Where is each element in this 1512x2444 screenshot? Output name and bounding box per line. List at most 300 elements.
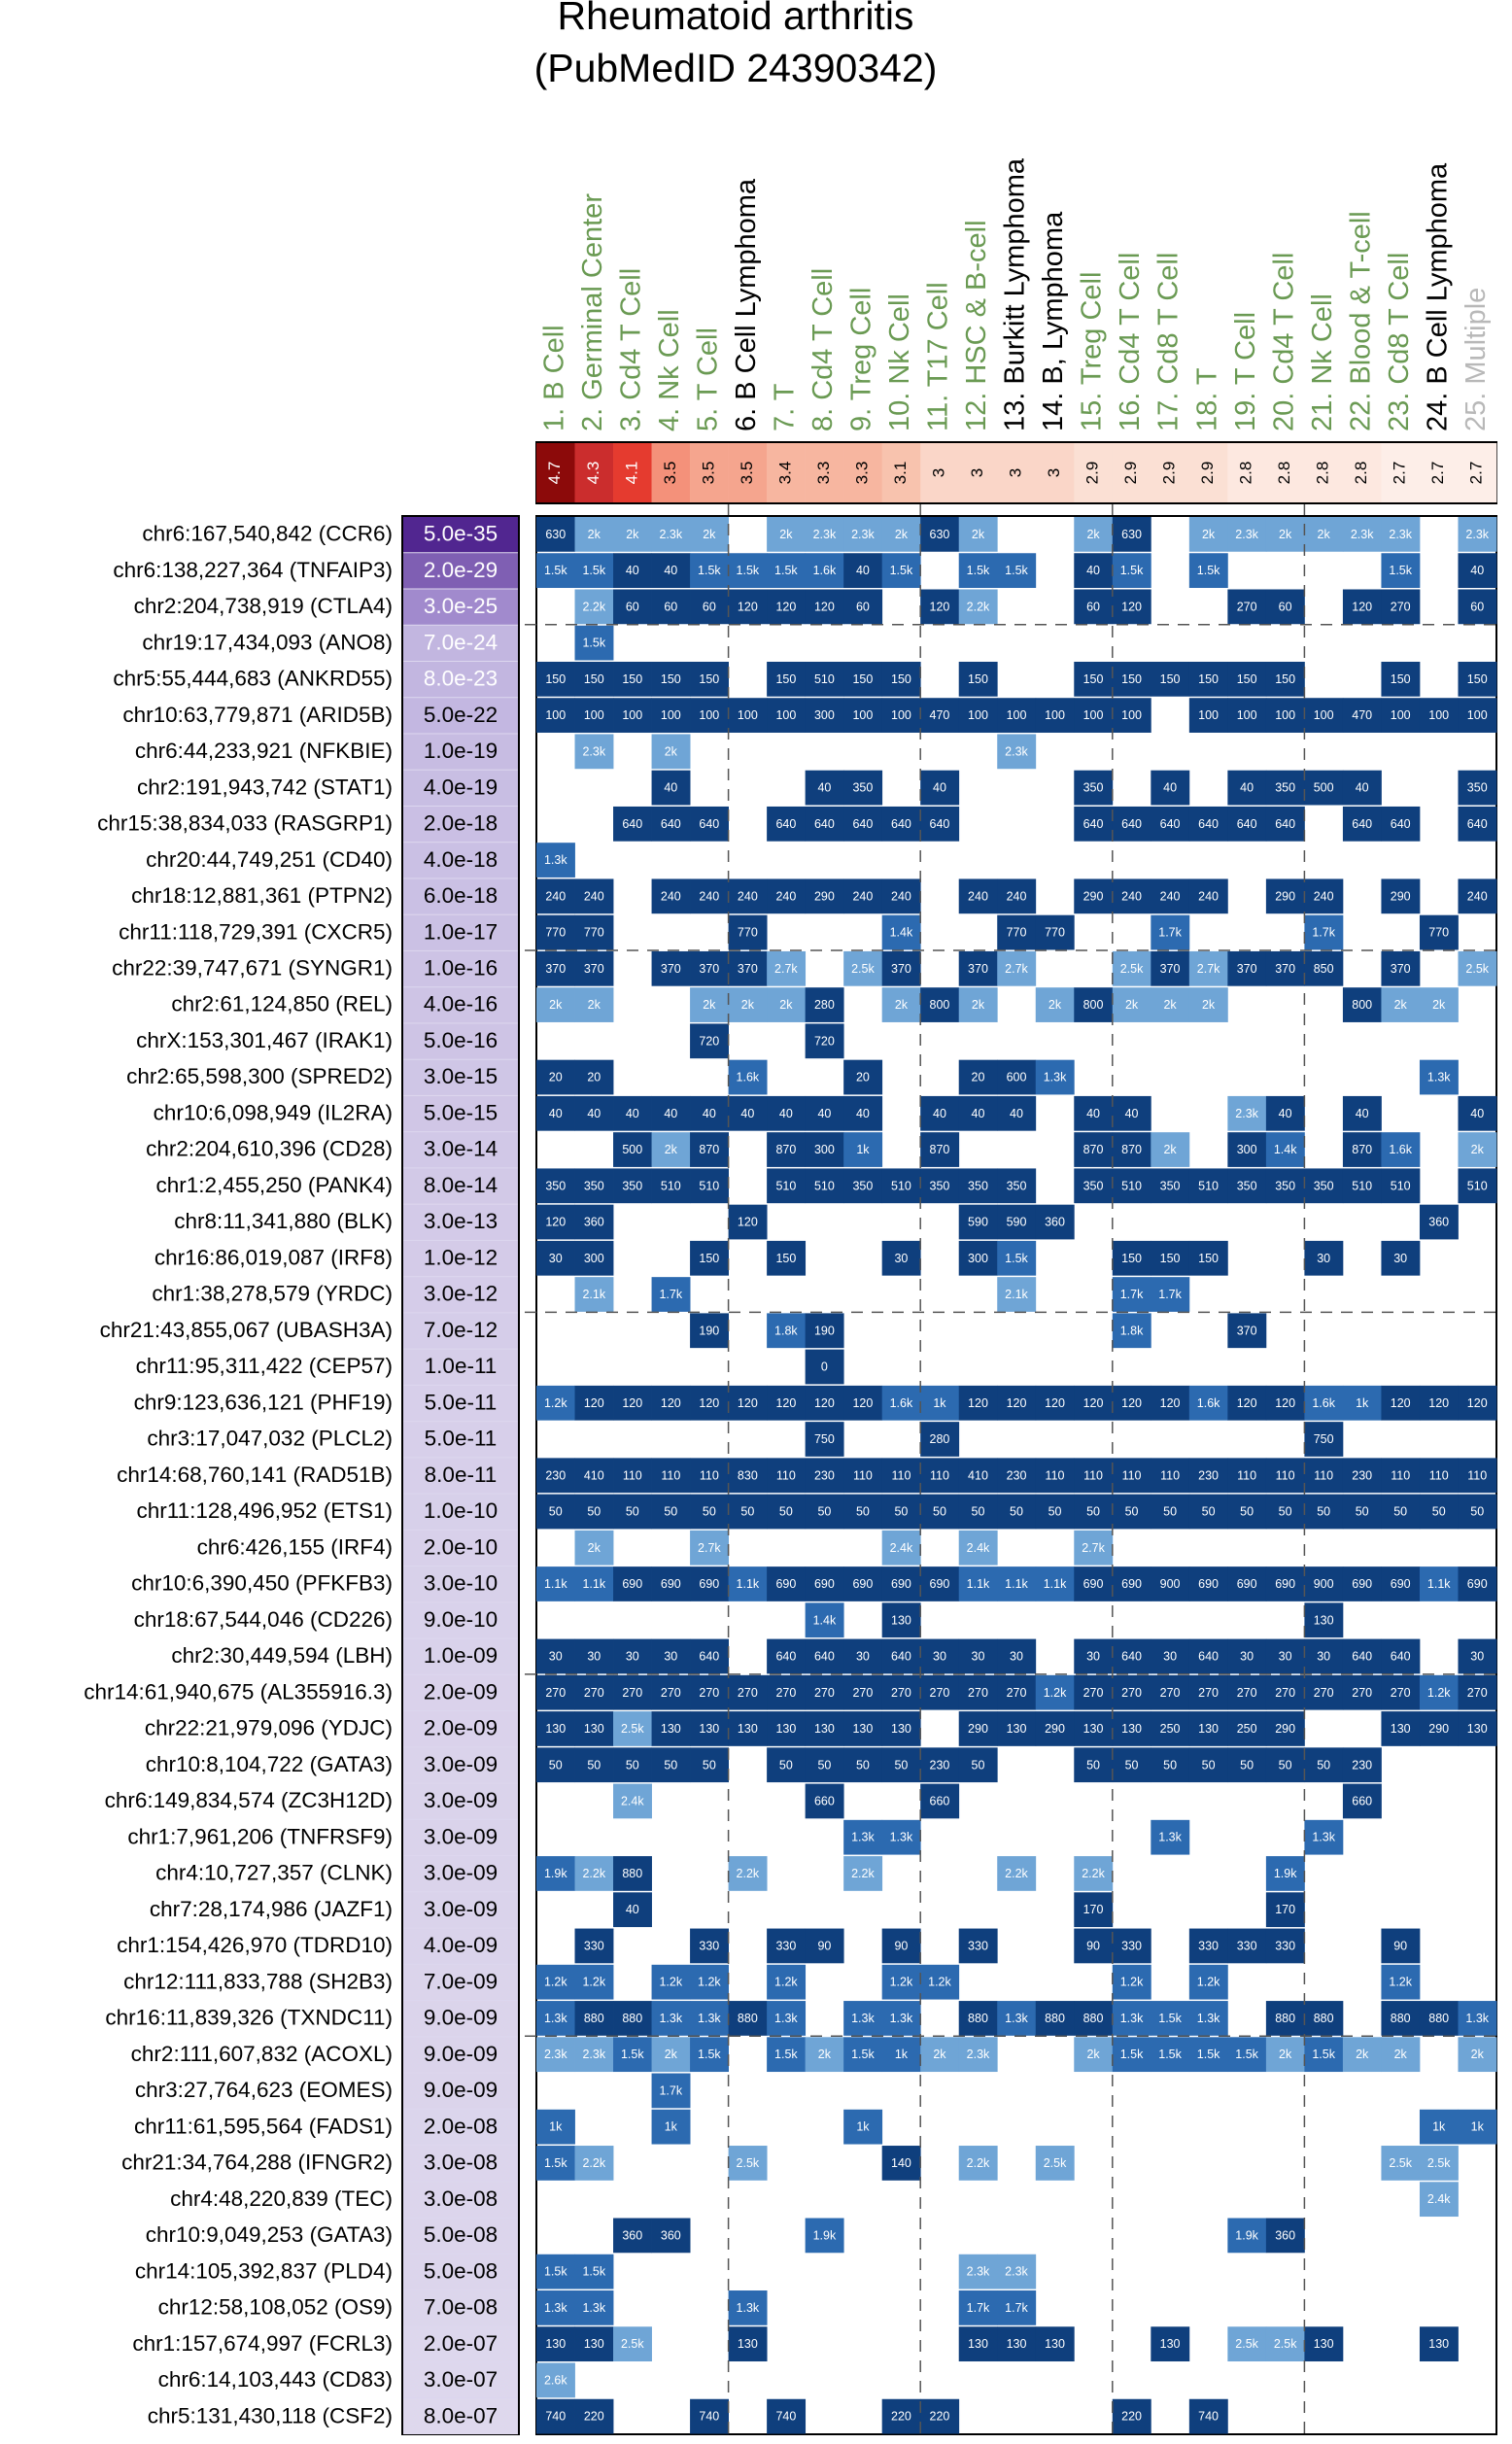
- heatmap-cell-label: 50: [1163, 1504, 1178, 1519]
- heatmap-cell-label: 40: [971, 1106, 985, 1120]
- pvalue-label: 4.0e-19: [423, 775, 498, 800]
- heatmap-cell-label: 2.7k: [698, 1540, 721, 1555]
- heatmap-cell-label: 150: [1198, 1251, 1220, 1265]
- heatmap-cell-label: 110: [1083, 1468, 1104, 1483]
- heatmap-cell-label: 120: [968, 1395, 988, 1410]
- heatmap-cell-label: 510: [1352, 1179, 1373, 1193]
- heatmap-cell-label: 110: [891, 1468, 911, 1483]
- heatmap-cell-label: 640: [775, 1649, 797, 1664]
- heatmap-cell-label: 2.7k: [1196, 961, 1220, 976]
- heatmap-cell-label: 1.3k: [659, 2011, 683, 2025]
- heatmap-cell-label: 2.4k: [620, 1794, 644, 1808]
- pvalue-label: 2.0e-09: [423, 1715, 498, 1740]
- heatmap-cell-label: 50: [778, 1758, 793, 1773]
- heatmap-cell-label: 270: [1236, 600, 1257, 614]
- heatmap-cell-label: 2.1k: [1005, 1288, 1028, 1302]
- heatmap-cell-label: 2k: [1048, 998, 1062, 1013]
- heatmap-cell-label: 190: [699, 1324, 720, 1338]
- heatmap-cell-label: 1.1k: [1005, 1577, 1028, 1592]
- row-label: chr11:118,729,391 (CXCR5): [119, 919, 393, 945]
- heatmap-cell-label: 120: [660, 1395, 681, 1410]
- row-label: chr18:67,544,046 (CD226): [133, 1606, 393, 1632]
- heatmap-cell-label: 100: [1466, 708, 1488, 723]
- heatmap-cell-label: 60: [1278, 600, 1292, 614]
- heatmap-cell-label: 1.5k: [698, 2048, 721, 2062]
- heatmap-cell-label: 150: [622, 671, 643, 686]
- heatmap-cell-label: 130: [1121, 1722, 1142, 1737]
- row-label: chr20:44,749,251 (CD40): [146, 846, 393, 872]
- pvalue-label: 1.0e-10: [423, 1498, 498, 1524]
- heatmap-cell-label: 110: [775, 1468, 796, 1483]
- heatmap-cell-label: 1.6k: [1312, 1395, 1335, 1410]
- heatmap-cell-label: 1.4k: [1273, 1143, 1297, 1157]
- heatmap-cell-label: 2k: [549, 998, 563, 1013]
- heatmap-cell-label: 40: [1086, 1106, 1100, 1120]
- row-label: chr6:167,540,842 (CCR6): [142, 521, 393, 546]
- heatmap-cell-label: 330: [1198, 1939, 1220, 1953]
- heatmap-cell-label: 2.2k: [966, 2155, 990, 2170]
- heatmap-cell-label: 50: [1431, 1504, 1446, 1519]
- heatmap-cell-label: 120: [813, 600, 835, 614]
- heatmap-cell-label: 370: [1159, 961, 1181, 976]
- heatmap-cell-label: 1.8k: [1119, 1324, 1144, 1338]
- row-label: chr2:61,124,850 (REL): [171, 991, 393, 1016]
- heatmap-cell-label: 2.3k: [966, 2048, 990, 2062]
- row-label: chr15:38,834,033 (RASGRP1): [97, 810, 393, 836]
- heatmap-cell-label: 170: [1082, 1903, 1104, 1917]
- heatmap-cell-label: 2.3k: [543, 2048, 567, 2062]
- heatmap-cell-label: 1.3k: [1196, 2011, 1220, 2025]
- heatmap-cell-label: 50: [587, 1758, 601, 1773]
- pvalue-label: 2.0e-10: [423, 1534, 498, 1560]
- column-labels: [538, 157, 1491, 431]
- heatmap-cell-label: 1.5k: [1196, 564, 1220, 578]
- heatmap-cell-label: 1.3k: [1465, 2011, 1490, 2025]
- heatmap-cell-label: 690: [891, 1577, 911, 1592]
- pvalue-label: 3.0e-12: [423, 1281, 498, 1306]
- heatmap-cell-label: 1.1k: [736, 1577, 760, 1592]
- pvalue-label: 5.0e-11: [424, 1390, 498, 1415]
- row-label: chr2:65,598,300 (SPRED2): [126, 1064, 393, 1089]
- heatmap-cell-label: 40: [1355, 780, 1369, 795]
- heatmap-cell-label: 30: [933, 1649, 946, 1664]
- heatmap-cell-label: 330: [775, 1939, 797, 1953]
- heatmap-cell-label: 50: [1201, 1758, 1216, 1773]
- heatmap-cell-label: 40: [855, 564, 870, 578]
- column-label: 12. HSC & B-cell: [961, 220, 993, 431]
- heatmap-cell-label: 1.5k: [1158, 2048, 1182, 2062]
- heatmap-cell-label: 2k: [740, 998, 754, 1013]
- enrichment-label: 2.8: [1275, 461, 1294, 485]
- pvalue-label: 8.0e-23: [423, 666, 498, 691]
- heatmap-cell-label: 50: [855, 1504, 870, 1519]
- heatmap-cell-label: 150: [1236, 671, 1257, 686]
- heatmap-cell-label: 2k: [587, 527, 601, 541]
- heatmap-cell-label: 110: [1275, 1468, 1295, 1483]
- heatmap-cell-label: 2.3k: [1005, 744, 1028, 759]
- heatmap-cell-label: 2.2k: [582, 600, 606, 614]
- row-label: chr4:10,727,357 (CLNK): [155, 1860, 393, 1885]
- heatmap-cell-label: 2.4k: [889, 1540, 913, 1555]
- enrichment-label: 2.9: [1198, 461, 1218, 485]
- heatmap-cell-label: 230: [929, 1758, 950, 1773]
- heatmap-cell-label: 50: [1278, 1758, 1292, 1773]
- heatmap-cell-label: 1.5k: [1196, 2048, 1220, 2062]
- heatmap-cell-label: 510: [891, 1179, 911, 1193]
- pvalue-label: 3.0e-14: [423, 1136, 498, 1161]
- heatmap-cell-label: 100: [775, 708, 797, 723]
- heatmap-cell-label: 120: [1428, 1395, 1450, 1410]
- pvalue-label: 5.0e-08: [423, 2222, 498, 2248]
- heatmap-cell-label: 150: [891, 671, 911, 686]
- row-label: chr10:9,049,253 (GATA3): [145, 2222, 393, 2248]
- pvalue-label: 1.0e-12: [423, 1245, 498, 1270]
- pvalue-label: 1.0e-17: [423, 919, 498, 945]
- heatmap-cell-label: 690: [1198, 1577, 1220, 1592]
- heatmap-cell-label: 740: [1198, 2409, 1220, 2424]
- heatmap-cell-label: 2.7k: [1082, 1540, 1105, 1555]
- heatmap-cell-label: 1.6k: [889, 1395, 913, 1410]
- heatmap-cell-label: 240: [1198, 889, 1220, 904]
- heatmap-cell-label: 290: [1082, 889, 1104, 904]
- heatmap-cell-label: 470: [929, 708, 950, 723]
- heatmap-cell-label: 2.2k: [1005, 1866, 1028, 1880]
- heatmap-cell-label: 2.2k: [1082, 1866, 1105, 1880]
- heatmap-cell-label: 170: [1275, 1903, 1296, 1917]
- heatmap-cell-label: 2k: [664, 2048, 677, 2062]
- heatmap-cell-label: 750: [813, 1432, 835, 1447]
- pvalue-label: 5.0e-15: [423, 1100, 498, 1125]
- heatmap-cell-label: 120: [1275, 1395, 1296, 1410]
- heatmap-cell-label: 240: [583, 889, 604, 904]
- enrichment-label: 2.9: [1121, 461, 1141, 485]
- heatmap-cell-label: 370: [968, 961, 988, 976]
- column-label: 14. B, Lymphoma: [1038, 211, 1070, 431]
- row-label: chr1:157,674,997 (FCRL3): [132, 2330, 393, 2356]
- column-label: 3. Cd4 T Cell: [615, 267, 647, 431]
- heatmap-cell-label: 2.7k: [774, 961, 798, 976]
- row-label: chr2:204,610,396 (CD28): [146, 1136, 393, 1161]
- heatmap-cell-label: 40: [855, 1106, 870, 1120]
- heatmap-cell-label: 130: [852, 1722, 874, 1737]
- enrichment-label: 2.9: [1159, 461, 1179, 485]
- heatmap-cell-label: 330: [1121, 1939, 1142, 1953]
- heatmap-cell-label: 40: [625, 1903, 639, 1917]
- heatmap-cell-label: 630: [929, 527, 950, 541]
- heatmap-cell-label: 770: [737, 925, 758, 940]
- heatmap-cell-label: 130: [1198, 1722, 1220, 1737]
- enrichment-label: 3: [1006, 467, 1025, 478]
- heatmap-cell-label: 270: [660, 1685, 681, 1700]
- heatmap-cell-label: 50: [1393, 1504, 1408, 1519]
- heatmap-cell-label: 800: [1352, 998, 1373, 1013]
- heatmap-cell-label: 40: [933, 1106, 946, 1120]
- heatmap-cell-label: 240: [1466, 889, 1488, 904]
- heatmap-cell-label: 120: [583, 1395, 604, 1410]
- pvalue-label: 2.0e-18: [423, 810, 498, 836]
- heatmap-cell-label: 50: [1086, 1758, 1100, 1773]
- heatmap-cell-label: 1.7k: [1312, 925, 1335, 940]
- heatmap-cell-label: 100: [968, 708, 988, 723]
- row-label: chr1:154,426,970 (TDRD10): [117, 1933, 393, 1958]
- heatmap-cell-label: 1.5k: [1005, 564, 1028, 578]
- heatmap-cell-label: 40: [817, 1106, 832, 1120]
- heatmap-cell-label: 270: [1159, 1685, 1181, 1700]
- heatmap-cell-label: 2k: [1279, 2048, 1292, 2062]
- heatmap-cell-label: 150: [1159, 1251, 1181, 1265]
- heatmap-cell-label: 410: [583, 1468, 604, 1483]
- heatmap-cell-label: 120: [737, 1395, 758, 1410]
- heatmap-cell-label: 2.3k: [1235, 1106, 1258, 1120]
- heatmap-cell-label: 150: [1121, 1251, 1142, 1265]
- row-label: chr9:123,636,121 (PHF19): [133, 1390, 393, 1415]
- heatmap-cell-label: 1.3k: [889, 1830, 913, 1844]
- heatmap-cell-label: 880: [737, 2011, 758, 2025]
- heatmap-cell-label: 1.2k: [1389, 1975, 1413, 1989]
- heatmap-cell-label: 240: [545, 889, 567, 904]
- heatmap-cell-label: 100: [1121, 708, 1142, 723]
- heatmap-cell-label: 800: [1082, 998, 1104, 1013]
- pvalue-label: 2.0e-09: [423, 1679, 498, 1704]
- heatmap-cell-label: 30: [1010, 1649, 1023, 1664]
- heatmap-cell-label: 1.3k: [1426, 1070, 1451, 1084]
- heatmap-cell-label: 1k: [1356, 1395, 1369, 1410]
- heatmap-cell-label: 270: [1390, 1685, 1411, 1700]
- heatmap-cell-label: 100: [737, 708, 758, 723]
- heatmap-cell-label: 20: [548, 1070, 563, 1084]
- heatmap-cell-label: 350: [1313, 1179, 1334, 1193]
- column-label: 1. B Cell: [538, 325, 570, 431]
- pvalue-label: 5.0e-11: [424, 1426, 498, 1451]
- heatmap-cell-label: 2k: [587, 998, 601, 1013]
- heatmap-cell-label: 770: [1045, 925, 1065, 940]
- heatmap-cell-label: 270: [1082, 1685, 1104, 1700]
- heatmap-cell-label: 2k: [626, 527, 639, 541]
- heatmap-cell-label: 120: [775, 600, 797, 614]
- heatmap-cell-label: 40: [1010, 1106, 1023, 1120]
- heatmap-cell-label: 270: [1236, 1685, 1257, 1700]
- heatmap-cell-label: 120: [737, 600, 758, 614]
- heatmap-cell-label: 640: [813, 1649, 835, 1664]
- heatmap-cell-label: 100: [545, 708, 567, 723]
- heatmap-cell-label: 100: [1275, 708, 1296, 723]
- heatmap-cell-label: 690: [660, 1577, 681, 1592]
- heatmap-cell-label: 270: [1313, 1685, 1334, 1700]
- heatmap-cell-label: 50: [894, 1758, 909, 1773]
- row-label: chr5:55,444,683 (ANKRD55): [113, 666, 393, 691]
- heatmap-cell-label: 30: [1317, 1649, 1331, 1664]
- heatmap-cell-label: 50: [933, 1504, 946, 1519]
- pvalue-label: 3.0e-15: [423, 1064, 498, 1089]
- heatmap-cell-label: 1.2k: [774, 1975, 798, 1989]
- heatmap-cell-label: 90: [894, 1939, 909, 1953]
- heatmap-cell-label: 510: [1466, 1179, 1488, 1193]
- heatmap-cell-label: 770: [1428, 925, 1450, 940]
- heatmap-cell-label: 110: [852, 1468, 873, 1483]
- row-label: chr14:105,392,837 (PLD4): [134, 2258, 393, 2284]
- heatmap-cell-label: 690: [699, 1577, 720, 1592]
- heatmap-cell-label: 2k: [1124, 998, 1139, 1013]
- heatmap-cell-label: 270: [813, 1685, 835, 1700]
- heatmap-cell-label: 50: [625, 1758, 639, 1773]
- heatmap-cell-label: 660: [929, 1794, 950, 1808]
- heatmap-cell-label: 130: [1428, 2337, 1450, 2352]
- heatmap-cell-label: 2k: [971, 527, 985, 541]
- heatmap-cell-label: 270: [737, 1685, 758, 1700]
- heatmap-cell-label: 50: [1201, 1504, 1216, 1519]
- row-label: chr2:111,607,832 (ACOXL): [130, 2041, 393, 2066]
- row-label: chr11:61,595,564 (FADS1): [134, 2114, 393, 2139]
- enrichment-label: 2.8: [1352, 461, 1371, 485]
- heatmap-cell-label: 1.3k: [1043, 1070, 1067, 1084]
- heatmap-cell-label: 720: [699, 1034, 720, 1049]
- heatmap-cell-label: 120: [1390, 1395, 1411, 1410]
- pvalue-label: 4.0e-18: [423, 846, 498, 872]
- row-label: chr19:17,434,093 (ANO8): [142, 630, 393, 655]
- heatmap-cell-label: 770: [545, 925, 567, 940]
- heatmap-cell-label: 640: [1390, 816, 1411, 831]
- heatmap-cell-label: 120: [1006, 1395, 1027, 1410]
- heatmap-cell-label: 230: [813, 1468, 835, 1483]
- heatmap-cell-label: 150: [583, 671, 604, 686]
- heatmap-cell-label: 640: [660, 816, 681, 831]
- heatmap-cell-label: 290: [1390, 889, 1411, 904]
- pvalue-label: 9.0e-09: [423, 2041, 498, 2066]
- heatmap-cell-label: 2k: [1356, 2048, 1369, 2062]
- column-label: 11. T17 Cell: [922, 282, 954, 431]
- column-label: 4. Nk Cell: [653, 309, 685, 431]
- heatmap-cell-label: 870: [929, 1143, 950, 1157]
- heatmap-cell-label: 240: [1313, 889, 1334, 904]
- heatmap-cell-label: 100: [1428, 708, 1450, 723]
- heatmap-cell-label: 100: [622, 708, 643, 723]
- heatmap-cell-label: 370: [1236, 961, 1257, 976]
- heatmap-cell-label: 510: [775, 1179, 797, 1193]
- heatmap-cell-label: 2k: [971, 998, 985, 1013]
- heatmap-cell-label: 110: [1314, 1468, 1334, 1483]
- heatmap-cell-label: 1.2k: [928, 1975, 951, 1989]
- heatmap-cell-label: 2k: [1163, 1143, 1177, 1157]
- column-label: 21. Nk Cell: [1306, 293, 1338, 431]
- column-label: 8. Cd4 T Cell: [808, 267, 840, 431]
- heatmap-cell-label: 130: [775, 1722, 797, 1737]
- heatmap-cell-label: 30: [1317, 1251, 1331, 1265]
- heatmap-cell-label: 50: [1086, 1504, 1100, 1519]
- heatmap-cell-label: 640: [813, 816, 835, 831]
- heatmap-cell-label: 2.3k: [966, 2264, 990, 2279]
- heatmap-cell-label: 150: [775, 1251, 797, 1265]
- heatmap-cell-label: 230: [1352, 1758, 1373, 1773]
- heatmap-cell-label: 1.5k: [1119, 564, 1144, 578]
- heatmap-cell-label: 280: [929, 1432, 950, 1447]
- heatmap-cell-label: 2.3k: [851, 527, 875, 541]
- row-label: chr2:204,738,919 (CTLA4): [133, 594, 393, 619]
- heatmap-cell-label: 2.5k: [620, 1722, 644, 1737]
- heatmap-cell-label: 330: [1236, 1939, 1257, 1953]
- heatmap-cell-label: 270: [1198, 1685, 1220, 1700]
- heatmap-cell-label: 640: [1082, 816, 1104, 831]
- heatmap-cell-label: 1.6k: [1196, 1395, 1220, 1410]
- heatmap-cell-label: 750: [1313, 1432, 1334, 1447]
- heatmap-cell-label: 370: [891, 961, 911, 976]
- heatmap-cell-label: 500: [622, 1143, 643, 1157]
- heatmap-cell-label: 50: [1278, 1504, 1292, 1519]
- heatmap-cell-label: 2.5k: [620, 2337, 644, 2352]
- heatmap-cell-label: 150: [1082, 671, 1104, 686]
- heatmap-cell-label: 150: [699, 1251, 720, 1265]
- heatmap-cell-label: 1k: [664, 2119, 677, 2134]
- heatmap-cell-label: 2k: [1163, 998, 1177, 1013]
- heatmap-cell-label: 510: [813, 671, 835, 686]
- enrichment-label: 2.8: [1313, 461, 1332, 485]
- pvalue-label: 4.0e-09: [423, 1933, 498, 1958]
- heatmap-cell-label: 30: [1086, 1649, 1100, 1664]
- pvalue-label: 4.0e-16: [423, 991, 498, 1016]
- heatmap-cell-label: 150: [699, 671, 720, 686]
- heatmap-cell-label: 40: [1086, 564, 1100, 578]
- pvalue-label: 2.0e-08: [423, 2114, 498, 2139]
- heatmap-cell-label: 2k: [817, 2048, 832, 2062]
- heatmap-cell-label: 50: [778, 1504, 793, 1519]
- heatmap-cell-label: 350: [1082, 780, 1104, 795]
- heatmap-cell-label: 270: [583, 1685, 604, 1700]
- heatmap-cell-label: 130: [1006, 1722, 1027, 1737]
- heatmap-cell-label: 690: [1352, 1577, 1373, 1592]
- heatmap-cell-label: 1.3k: [736, 2300, 760, 2315]
- heatmap-cell-label: 2k: [664, 744, 677, 759]
- pvalue-label: 3.0e-09: [423, 1788, 498, 1813]
- heatmap-cell-label: 130: [1159, 2337, 1181, 2352]
- heatmap-cell-label: 2k: [1393, 998, 1407, 1013]
- heatmap-cell-label: 2k: [894, 527, 909, 541]
- row-label: chr1:38,278,579 (YRDC): [152, 1281, 393, 1306]
- heatmap-cell-label: 1.6k: [812, 564, 837, 578]
- heatmap-cell-label: 50: [548, 1504, 563, 1519]
- heatmap-cell-label: 510: [699, 1179, 720, 1193]
- row-label: chr16:11,839,326 (TXNDC11): [105, 2005, 393, 2030]
- heatmap-cell-label: 40: [625, 1106, 639, 1120]
- heatmap-cell-label: 240: [660, 889, 681, 904]
- heatmap-cell-label: 240: [1159, 889, 1181, 904]
- heatmap-cell-label: 880: [1082, 2011, 1104, 2025]
- heatmap-cell-label: 100: [1006, 708, 1027, 723]
- heatmap-cell-label: 40: [587, 1106, 601, 1120]
- heatmap-cell-label: 110: [1428, 1468, 1449, 1483]
- heatmap-cell-label: 2.7k: [1005, 961, 1028, 976]
- heatmap-cell-label: 60: [1470, 600, 1485, 614]
- heatmap-cell-label: 290: [1275, 889, 1296, 904]
- heatmap-cell-label: 270: [1121, 1685, 1142, 1700]
- heatmap-cell-label: 30: [1240, 1649, 1254, 1664]
- heatmap-cell-label: 100: [1082, 708, 1104, 723]
- heatmap-cell-label: 50: [1317, 1504, 1331, 1519]
- heatmap-cell-label: 770: [583, 925, 604, 940]
- heatmap-cell-label: 120: [1121, 600, 1142, 614]
- heatmap-cell-label: 40: [933, 780, 946, 795]
- heatmap-cell-label: 720: [813, 1034, 835, 1049]
- heatmap-cell-label: 240: [737, 889, 758, 904]
- heatmap-cell-label: 130: [583, 2337, 604, 2352]
- heatmap-cell-label: 1.2k: [543, 1395, 567, 1410]
- heatmap-cell-label: 690: [775, 1577, 797, 1592]
- heatmap-cell-label: 1.1k: [582, 1577, 606, 1592]
- heatmap-cell-label: 2.4k: [966, 1540, 990, 1555]
- heatmap-cell-label: 330: [968, 1939, 988, 1953]
- row-label: chr6:426,155 (IRF4): [196, 1534, 393, 1560]
- heatmap-cell-label: 2.2k: [966, 600, 990, 614]
- column-label: 15. Treg Cell: [1076, 271, 1108, 431]
- heatmap-cell-label: 1.6k: [1389, 1143, 1413, 1157]
